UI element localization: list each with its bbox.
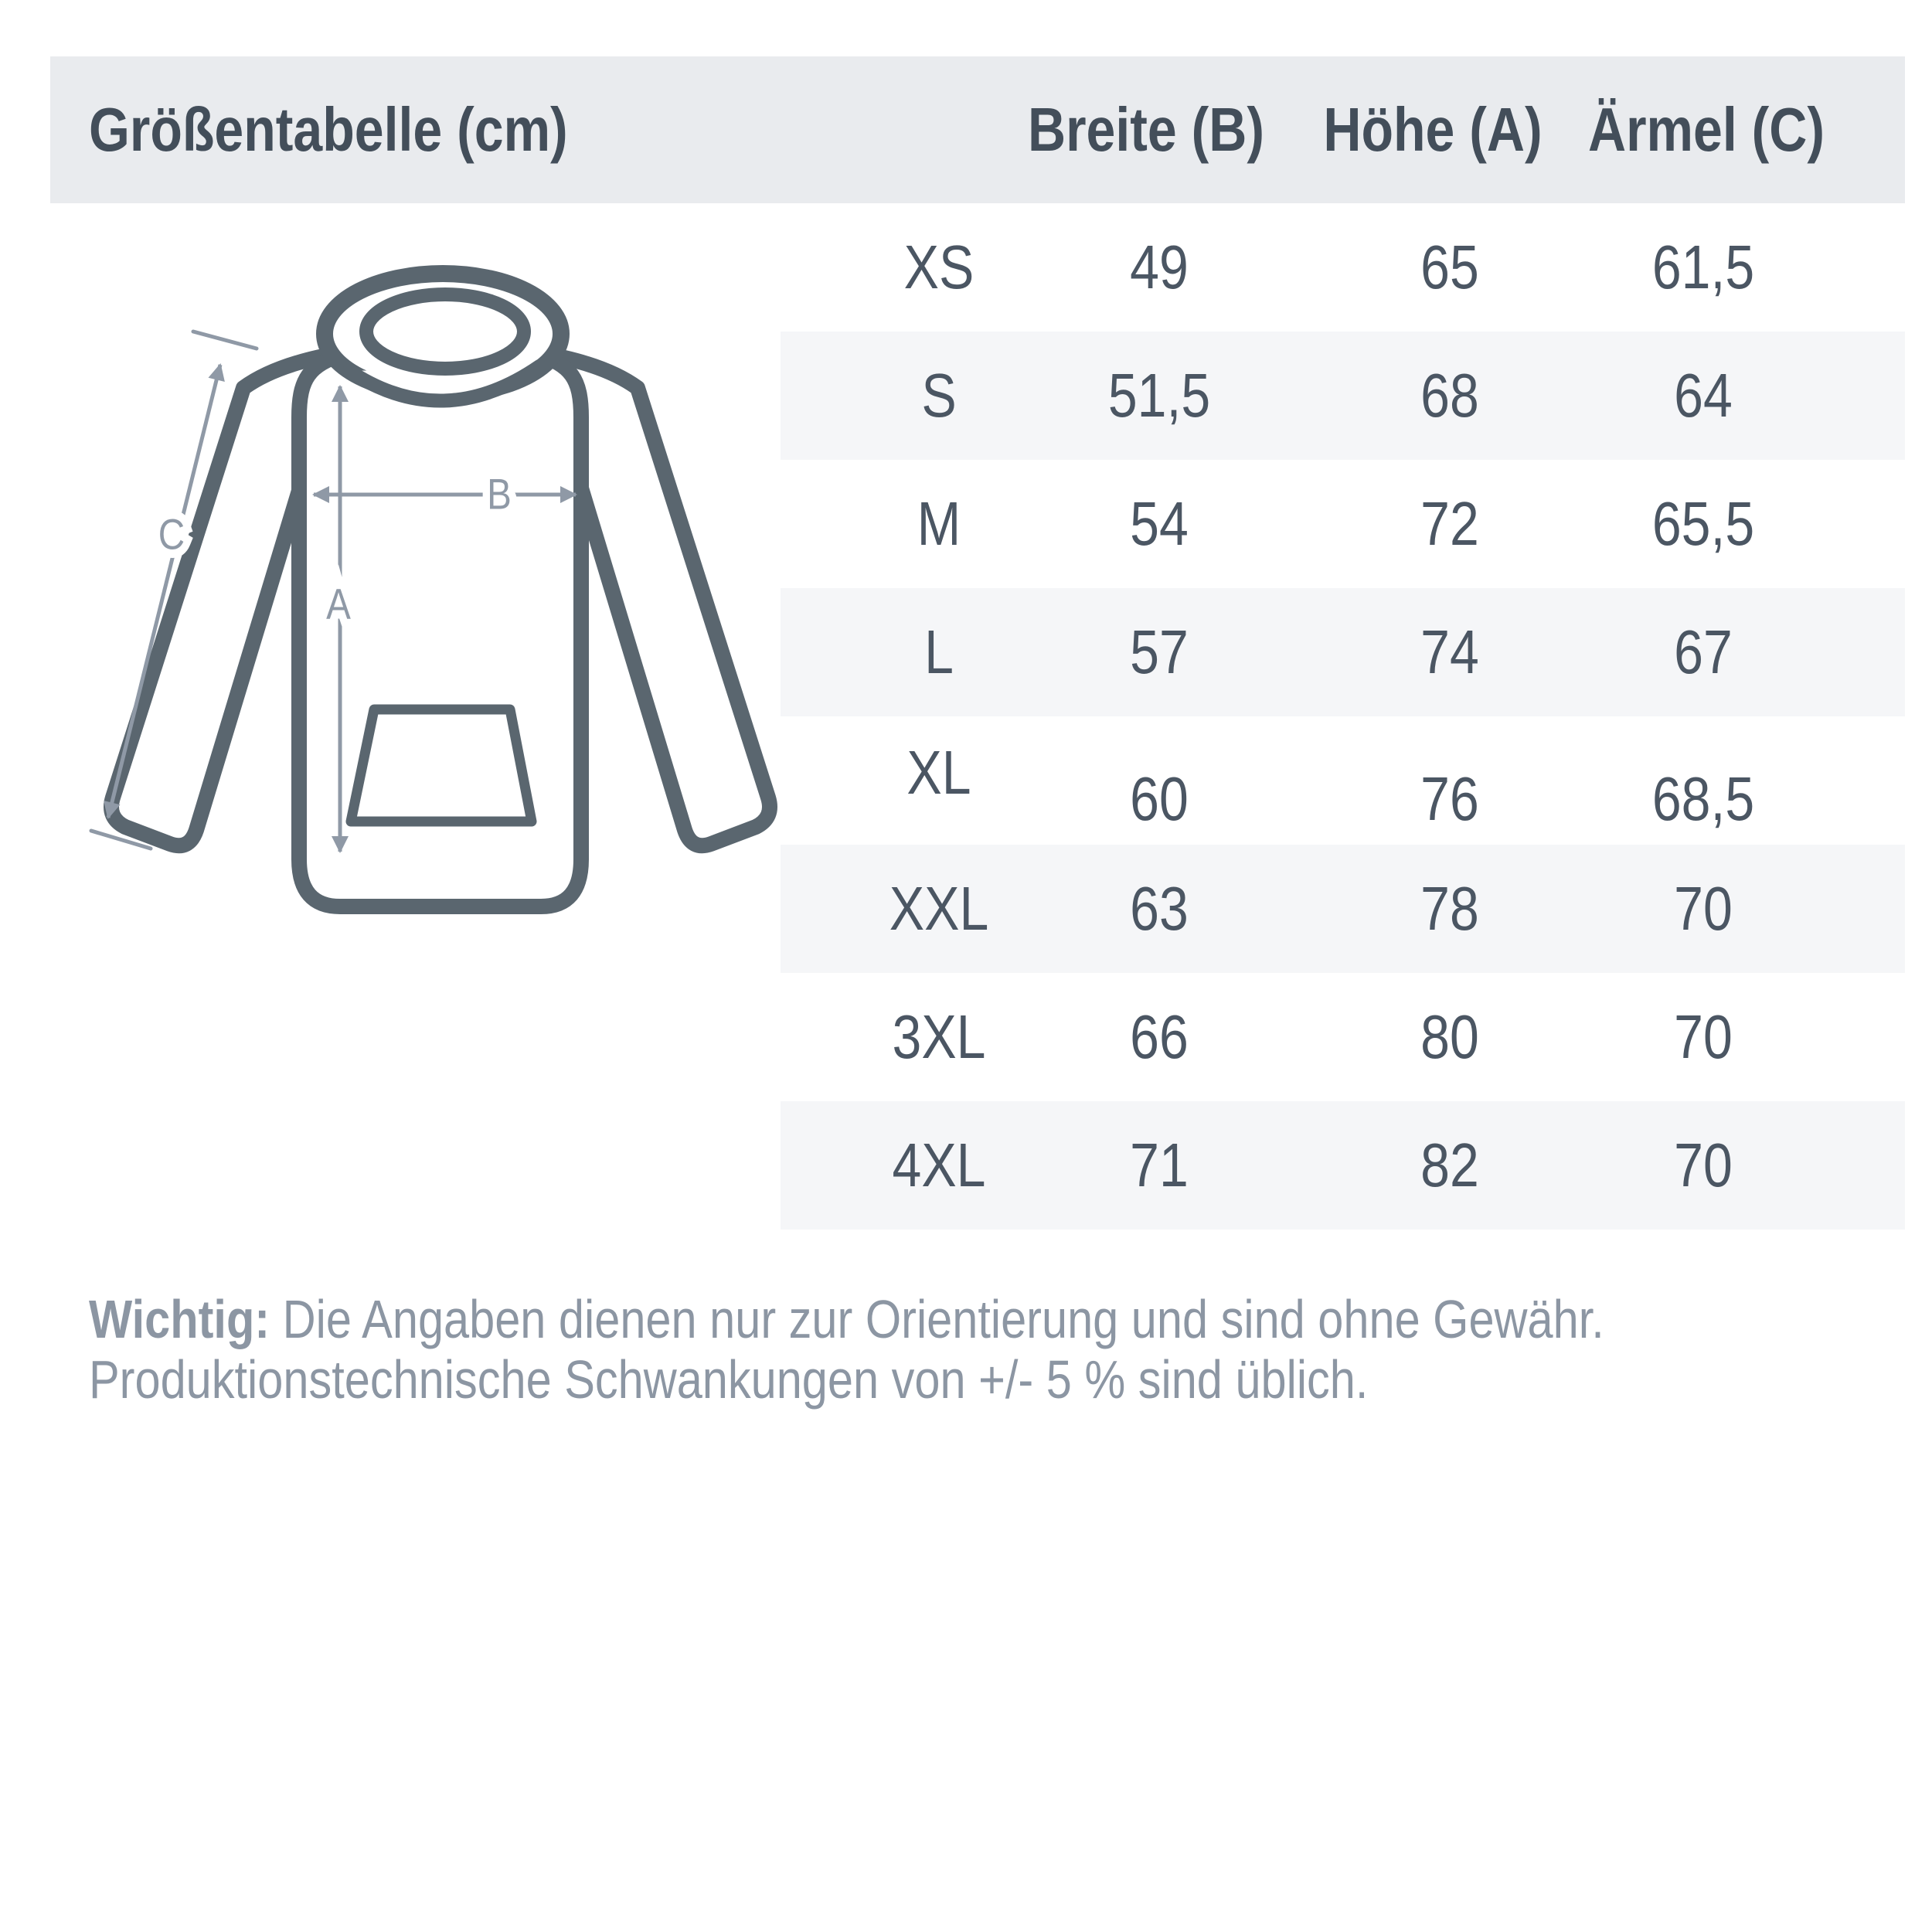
kangaroo-pocket — [351, 709, 532, 821]
aermel-cell: 68,5 — [1651, 764, 1755, 833]
breite-cell: 54 — [1130, 489, 1189, 558]
label-c: C — [158, 510, 185, 560]
aermel-cell: 64 — [1674, 361, 1733, 430]
aermel-cell: 70 — [1674, 1131, 1733, 1199]
size-cell: S — [921, 361, 957, 430]
breite-cell: 71 — [1130, 1131, 1189, 1199]
hoehe-cell: 68 — [1420, 361, 1479, 430]
disclaimer-line-2: Produktionstechnische Schwankungen von +/- 5 % sind üblich. — [89, 1349, 1369, 1410]
hoehe-cell: 65 — [1420, 233, 1479, 301]
sleeve-arrow-c-top-tick — [193, 332, 257, 349]
table-header — [50, 56, 1905, 203]
breite-cell: 57 — [1130, 617, 1189, 686]
aermel-cell: 61,5 — [1651, 233, 1755, 301]
column-header-hoehe: Höhe (A) — [1323, 95, 1543, 164]
disclaimer-line-1-text: Die Angaben dienen nur zur Orientierung und sind ohne Gewähr. — [270, 1289, 1604, 1349]
size-cell: XS — [903, 233, 975, 301]
aermel-cell: 70 — [1674, 1002, 1733, 1071]
label-a: A — [326, 580, 351, 629]
size-cell: XL — [906, 738, 971, 807]
size-cell: 3XL — [892, 1002, 986, 1071]
breite-cell: 51,5 — [1107, 361, 1211, 430]
hoehe-cell: 80 — [1420, 1002, 1479, 1071]
disclaimer-note — [89, 1289, 1604, 1410]
breite-cell: 60 — [1130, 764, 1189, 833]
aermel-cell: 70 — [1674, 874, 1733, 943]
size-cell: 4XL — [892, 1131, 986, 1199]
hoehe-cell: 82 — [1420, 1131, 1479, 1199]
breite-cell: 49 — [1130, 233, 1189, 301]
size-cell: XXL — [889, 874, 989, 943]
size-cell: L — [924, 617, 954, 686]
breite-cell: 63 — [1130, 874, 1189, 943]
hood-opening — [366, 294, 524, 369]
hoehe-cell: 74 — [1420, 617, 1479, 686]
breite-cell: 66 — [1130, 1002, 1189, 1071]
aermel-cell: 67 — [1674, 617, 1733, 686]
hoehe-cell: 78 — [1420, 874, 1479, 943]
size-cell: M — [917, 489, 961, 558]
aermel-cell: 65,5 — [1651, 489, 1755, 558]
table-row — [0, 973, 1932, 1101]
disclaimer-line-1 — [89, 1289, 1604, 1349]
hoehe-cell: 72 — [1420, 489, 1479, 558]
hoodie-measurement-diagram — [77, 255, 788, 935]
table-row — [0, 1101, 1932, 1230]
column-header-aermel: Ärmel (C) — [1587, 95, 1825, 164]
hoehe-cell: 76 — [1420, 764, 1479, 833]
label-b: B — [487, 470, 512, 519]
column-header-breite: Breite (B) — [1027, 95, 1265, 164]
page-title: Größentabelle (cm) — [89, 95, 568, 164]
disclaimer-bold-lead: Wichtig: — [89, 1289, 270, 1349]
